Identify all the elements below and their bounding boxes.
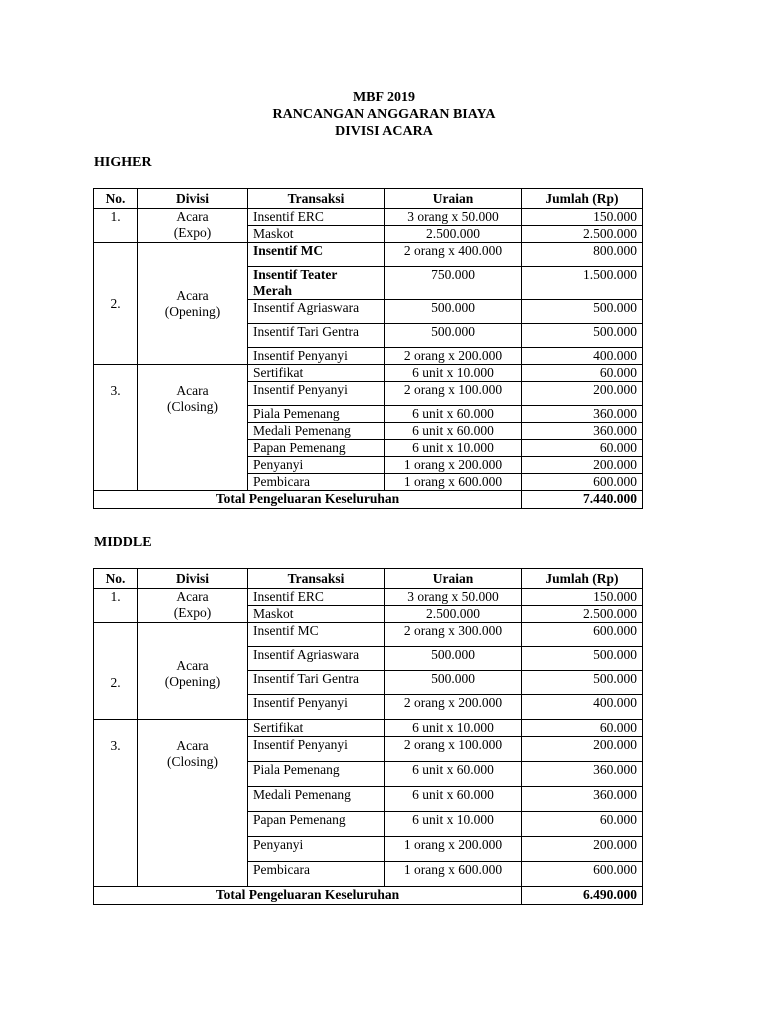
row-jumlah: 200.000 xyxy=(522,382,643,406)
row-transaksi: Sertifikat xyxy=(248,720,385,737)
row-transaksi: Insentif Penyanyi xyxy=(248,348,385,365)
row-uraian: 500.000 xyxy=(385,671,522,695)
total-label: Total Pengeluaran Keseluruhan xyxy=(94,491,522,509)
doc-subtitle: RANCANGAN ANGGARAN BIAYA xyxy=(272,107,496,122)
row-jumlah: 500.000 xyxy=(522,671,643,695)
row-uraian: 1 orang x 600.000 xyxy=(385,474,522,491)
row-uraian: 2 orang x 200.000 xyxy=(385,695,522,720)
col-header-uraian: Uraian xyxy=(385,189,522,209)
row-uraian: 1 orang x 600.000 xyxy=(385,862,522,887)
row-uraian: 2.500.000 xyxy=(385,226,522,243)
row-jumlah: 600.000 xyxy=(522,862,643,887)
row-uraian: 500.000 xyxy=(385,647,522,671)
row-uraian: 2.500.000 xyxy=(385,606,522,623)
row-jumlah: 200.000 xyxy=(522,837,643,862)
row-transaksi: Maskot xyxy=(248,226,385,243)
col-header-transaksi: Transaksi xyxy=(248,569,385,589)
row-transaksi: Maskot xyxy=(248,606,385,623)
col-header-uraian: Uraian xyxy=(385,569,522,589)
row-uraian: 500.000 xyxy=(385,300,522,324)
row-uraian: 6 unit x 60.000 xyxy=(385,423,522,440)
row-uraian: 3 orang x 50.000 xyxy=(385,589,522,606)
table-header-row xyxy=(94,189,643,209)
section-label-higher: HIGHER xyxy=(94,155,152,170)
row-jumlah: 60.000 xyxy=(522,365,643,382)
row-uraian: 6 unit x 10.000 xyxy=(385,440,522,457)
row-jumlah: 500.000 xyxy=(522,324,643,348)
total-row xyxy=(94,887,643,905)
row-no: 3. xyxy=(94,365,138,491)
row-jumlah: 500.000 xyxy=(522,300,643,324)
row-jumlah: 150.000 xyxy=(522,209,643,226)
row-uraian: 3 orang x 50.000 xyxy=(385,209,522,226)
table-row xyxy=(94,720,643,737)
col-header-divisi: Divisi xyxy=(138,189,248,209)
row-no: 3. xyxy=(94,720,138,887)
col-header-jumlah: Jumlah (Rp) xyxy=(522,569,643,589)
row-transaksi: Insentif MC xyxy=(248,623,385,647)
row-jumlah: 600.000 xyxy=(522,623,643,647)
row-uraian: 750.000 xyxy=(385,267,522,300)
row-jumlah: 360.000 xyxy=(522,762,643,787)
row-jumlah: 150.000 xyxy=(522,589,643,606)
row-no: 1. xyxy=(94,209,138,243)
row-jumlah: 600.000 xyxy=(522,474,643,491)
section-label-middle: MIDDLE xyxy=(94,535,152,550)
row-no: 2. xyxy=(94,623,138,720)
row-uraian: 6 unit x 10.000 xyxy=(385,720,522,737)
total-value: 6.490.000 xyxy=(522,887,643,905)
row-transaksi: Insentif Penyanyi xyxy=(248,695,385,720)
row-transaksi: Medali Pemenang xyxy=(248,787,385,812)
row-uraian: 6 unit x 60.000 xyxy=(385,406,522,423)
row-transaksi: Insentif Agriaswara xyxy=(248,647,385,671)
row-jumlah: 200.000 xyxy=(522,737,643,762)
row-uraian: 6 unit x 60.000 xyxy=(385,787,522,812)
row-uraian: 2 orang x 100.000 xyxy=(385,382,522,406)
row-transaksi: Papan Pemenang xyxy=(248,812,385,837)
table-row xyxy=(94,243,643,267)
row-transaksi: Papan Pemenang xyxy=(248,440,385,457)
row-transaksi: Medali Pemenang xyxy=(248,423,385,440)
row-jumlah: 400.000 xyxy=(522,695,643,720)
row-no: 2. xyxy=(94,243,138,365)
row-transaksi: Penyanyi xyxy=(248,457,385,474)
col-header-no: No. xyxy=(94,189,138,209)
row-transaksi: Insentif Agriaswara xyxy=(248,300,385,324)
row-divisi: Acara (Opening) xyxy=(138,623,248,720)
row-jumlah: 360.000 xyxy=(522,423,643,440)
row-jumlah: 800.000 xyxy=(522,243,643,267)
row-transaksi: Insentif ERC xyxy=(248,209,385,226)
table-row xyxy=(94,623,643,647)
table-header-row xyxy=(94,569,643,589)
row-divisi: Acara (Expo) xyxy=(138,589,248,623)
row-uraian: 2 orang x 300.000 xyxy=(385,623,522,647)
row-jumlah: 2.500.000 xyxy=(522,226,643,243)
row-transaksi: Piala Pemenang xyxy=(248,762,385,787)
row-divisi: Acara (Expo) xyxy=(138,209,248,243)
row-uraian: 6 unit x 10.000 xyxy=(385,365,522,382)
table-row xyxy=(94,209,643,226)
row-uraian: 1 orang x 200.000 xyxy=(385,837,522,862)
table-row xyxy=(94,365,643,382)
row-uraian: 1 orang x 200.000 xyxy=(385,457,522,474)
total-label: Total Pengeluaran Keseluruhan xyxy=(94,887,522,905)
row-transaksi: Insentif Penyanyi xyxy=(248,737,385,762)
row-jumlah: 360.000 xyxy=(522,406,643,423)
col-header-no: No. xyxy=(94,569,138,589)
row-transaksi: Insentif Penyanyi xyxy=(248,382,385,406)
row-transaksi: Insentif Tari Gentra xyxy=(248,671,385,695)
total-row xyxy=(94,491,643,509)
row-divisi: Acara (Closing) xyxy=(138,365,248,491)
row-transaksi: Penyanyi xyxy=(248,837,385,862)
row-transaksi: Pembicara xyxy=(248,862,385,887)
row-divisi: Acara (Closing) xyxy=(138,720,248,887)
row-transaksi: Insentif Tari Gentra xyxy=(248,324,385,348)
doc-title: MBF 2019 xyxy=(352,90,416,105)
row-uraian: 2 orang x 200.000 xyxy=(385,348,522,365)
row-jumlah: 400.000 xyxy=(522,348,643,365)
row-transaksi: Insentif MC xyxy=(248,243,385,267)
row-jumlah: 60.000 xyxy=(522,720,643,737)
col-header-transaksi: Transaksi xyxy=(248,189,385,209)
row-jumlah: 60.000 xyxy=(522,440,643,457)
row-jumlah: 200.000 xyxy=(522,457,643,474)
row-uraian: 2 orang x 100.000 xyxy=(385,737,522,762)
row-no: 1. xyxy=(94,589,138,623)
table-row xyxy=(94,589,643,606)
row-transaksi: Pembicara xyxy=(248,474,385,491)
row-transaksi: Insentif Teater Merah xyxy=(248,267,385,300)
row-jumlah: 2.500.000 xyxy=(522,606,643,623)
row-jumlah: 60.000 xyxy=(522,812,643,837)
row-jumlah: 360.000 xyxy=(522,787,643,812)
row-transaksi: Sertifikat xyxy=(248,365,385,382)
row-uraian: 500.000 xyxy=(385,324,522,348)
row-jumlah: 500.000 xyxy=(522,647,643,671)
row-divisi: Acara (Opening) xyxy=(138,243,248,365)
row-uraian: 6 unit x 10.000 xyxy=(385,812,522,837)
row-jumlah: 1.500.000 xyxy=(522,267,643,300)
budget-table-middle xyxy=(93,568,643,905)
total-value: 7.440.000 xyxy=(522,491,643,509)
doc-division: DIVISI ACARA xyxy=(335,124,433,139)
row-uraian: 2 orang x 400.000 xyxy=(385,243,522,267)
budget-table-higher xyxy=(93,188,643,509)
row-transaksi: Insentif ERC xyxy=(248,589,385,606)
col-header-jumlah: Jumlah (Rp) xyxy=(522,189,643,209)
row-transaksi: Piala Pemenang xyxy=(248,406,385,423)
col-header-divisi: Divisi xyxy=(138,569,248,589)
row-uraian: 6 unit x 60.000 xyxy=(385,762,522,787)
